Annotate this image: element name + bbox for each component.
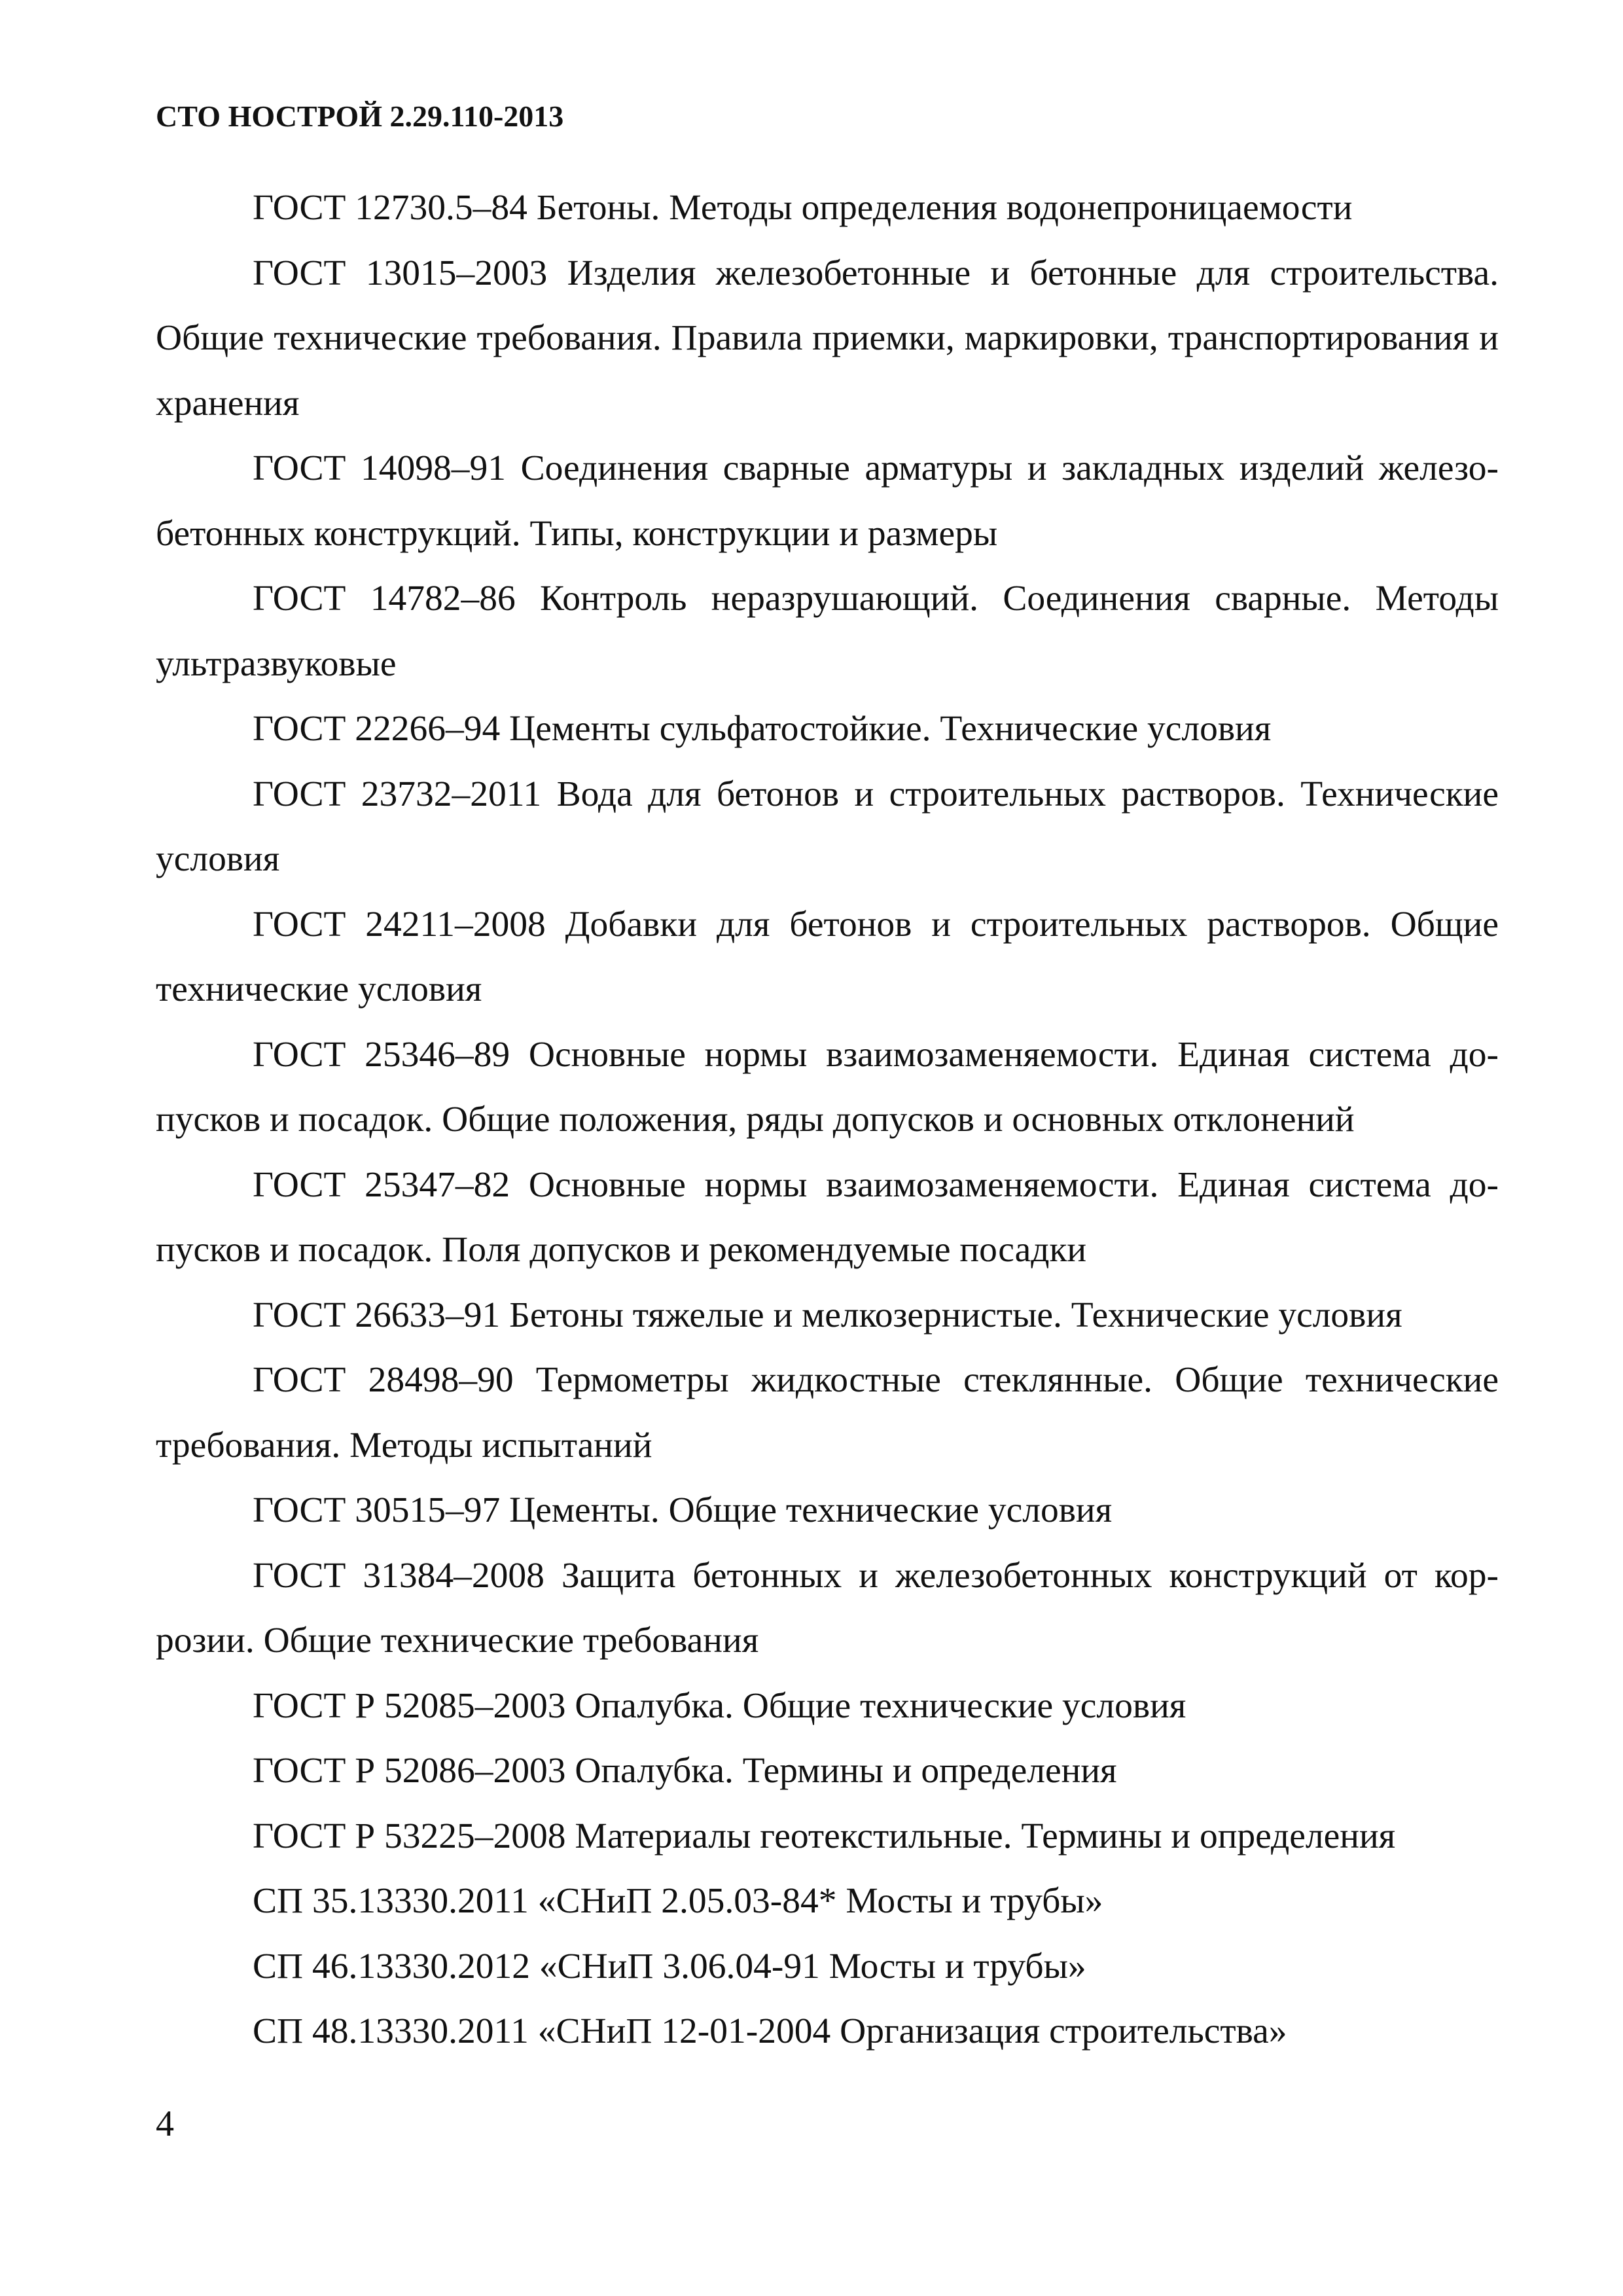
reference-item: ГОСТ 14098–91 Соединения сварные арматуры и закладных изделий железобетонных конструкций. Типы, конструкции и размеры — [156, 448, 1499, 554]
reference-item: СП 46.13330.2012 «СНиП 3.06.04-91 Мосты и трубы» — [253, 1946, 1086, 1986]
page-number: 4 — [156, 2104, 174, 2144]
reference-item: СП 35.13330.2011 «СНиП 2.05.03-84* Мосты и трубы» — [253, 1881, 1103, 1921]
reference-item: ГОСТ 25346–89 Основные нормы взаимозаменяемости. Единая система допусков и посадок. Общие положения, ряды допусков и основных отклонений — [156, 1034, 1499, 1139]
reference-item: ГОСТ 14782–86 Контроль неразрушающий. Соединения сварные. Методы ультразвуковые — [156, 579, 1499, 684]
reference-item: СП 48.13330.2011 «СНиП 12-01-2004 Организация строительства» — [253, 2011, 1287, 2051]
reference-item: ГОСТ 31384–2008 Защита бетонных и железобетонных конструкций от коррозии. Общие технические требования — [156, 1555, 1499, 1660]
reference-item: ГОСТ 28498–90 Термометры жидкостные стеклянные. Общие технические требования. Методы испытаний — [156, 1360, 1499, 1465]
reference-item: ГОСТ Р 53225–2008 Материалы геотекстильные. Термины и определения — [253, 1816, 1396, 1856]
reference-item: ГОСТ 30515–97 Цементы. Общие технические условия — [253, 1490, 1113, 1530]
reference-item: ГОСТ 26633–91 Бетоны тяжелые и мелкозернистые. Технические условия — [253, 1295, 1402, 1335]
reference-item: ГОСТ 13015–2003 Изделия железобетонные и бетонные для строительства. Общие технические требования. Правила приемки, маркировки, транспортирования и хранения — [156, 253, 1499, 423]
reference-item: ГОСТ 25347–82 Основные нормы взаимозаменяемости. Единая система допусков и посадок. Поля допусков и рекомендуемые посадки — [156, 1164, 1499, 1270]
document-header: СТО НОСТРОЙ 2.29.110-2013 — [156, 99, 564, 133]
reference-item: ГОСТ 22266–94 Цементы сульфатостойкие. Технические условия — [253, 709, 1272, 749]
reference-list — [156, 175, 1499, 2064]
reference-item: ГОСТ Р 52086–2003 Опалубка. Термины и определения — [253, 1751, 1117, 1791]
reference-item: ГОСТ 24211–2008 Добавки для бетонов и строительных растворов. Общие технические условия — [156, 904, 1499, 1009]
reference-item: ГОСТ 23732–2011 Вода для бетонов и строительных растворов. Технические условия — [156, 774, 1499, 879]
reference-item: ГОСТ 12730.5–84 Бетоны. Методы определения водонепроницаемости — [253, 188, 1353, 228]
reference-item: ГОСТ Р 52085–2003 Опалубка. Общие технические условия — [253, 1685, 1186, 1726]
